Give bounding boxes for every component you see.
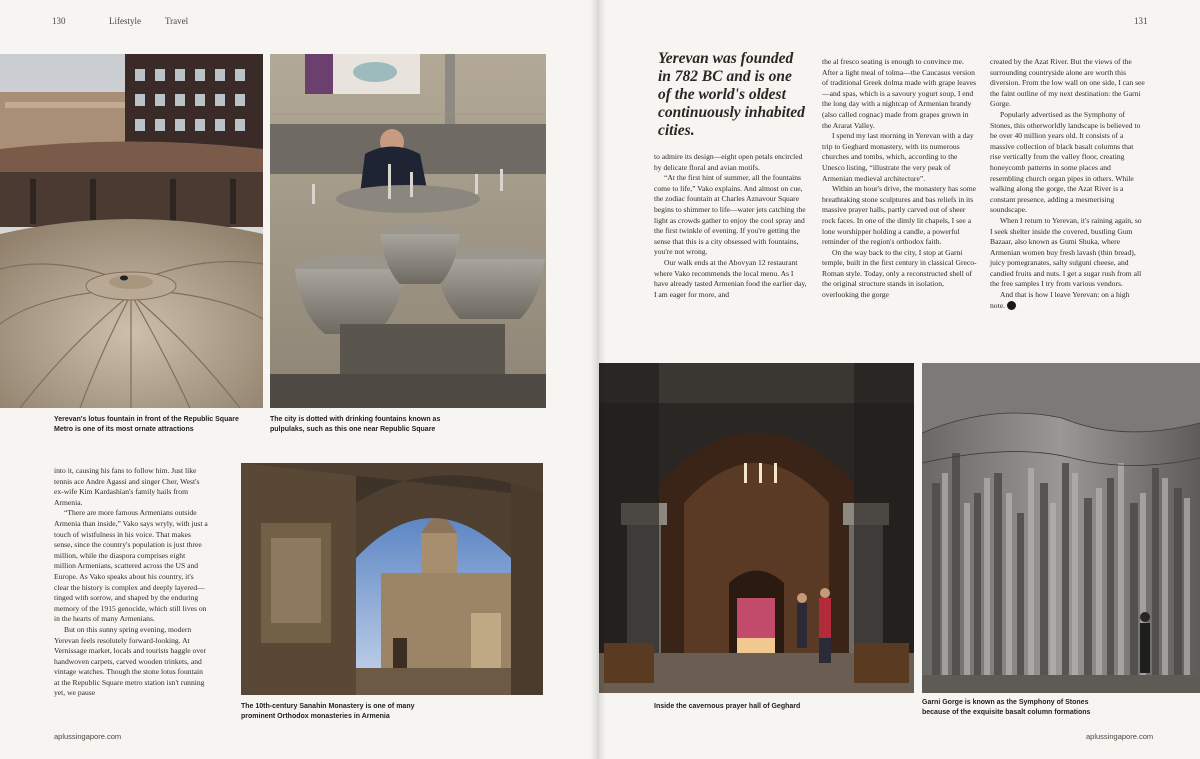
- paragraph: to admire its design—eight open petals encircled by delicate floral and avian motifs.: [654, 152, 803, 172]
- paragraph: Within an hour's drive, the monastery has some breathtaking stone sculptures and bas reliefs in its massive prayer halls, partly carved out of sheer rock faces. In one of the dimly lit chapels, I see a lone worshipper holding a candle, a powerful reminder of the region's orthodox faith.: [822, 184, 977, 247]
- pull-quote: Yerevan was founded in 782 BC and is one of the world's oldest continuously inhabited cities.: [658, 50, 805, 139]
- spine-gutter: [590, 0, 606, 759]
- paragraph: into it, causing his fans to follow him. Just like tennis ace Andre Agassi and singer Cher, West's ex-wife Kim Kardashian's family hails from Armenia.: [54, 466, 200, 507]
- right-column-1: [654, 152, 807, 300]
- page-number-right: 131: [1134, 16, 1148, 26]
- paragraph: Popularly advertised as the Symphony of Stones, this otherworldly landscape is believed to be over 40 million years old. It consists of a massive collection of black basalt columns that rise vertically from the valley floor, creating honeycomb patterns in some places and resembling church organ pipes in others. While walking along the gorge, the Azat River is a constant presence, adding a mesmerising soundscape.: [990, 109, 1141, 215]
- paragraph: Our walk ends at the Abovyan 12 restaurant where Vako recommends the local menu. As I have already tasted Armenian food the earlier day, I am eager for more, and: [654, 257, 807, 299]
- footer-url-left[interactable]: aplussingapore.com: [54, 732, 122, 741]
- paragraph: [990, 290, 1145, 311]
- pulpulak-caption: The city is dotted with drinking fountains known as pulpulaks, such as this one near Republic Square: [270, 416, 441, 433]
- sanahin-monastery-photo: [241, 463, 543, 695]
- paragraph: I spend my last morning in Yerevan with a day trip to Geghard monastery, with its numerous churches and tombs, which, according to the Unesco listing, “illustrate the very peak of Armenian medieval architecture”.: [822, 131, 974, 183]
- pulpulak-fountain-photo: [270, 54, 546, 408]
- page-number-left: 130: [52, 16, 66, 26]
- paragraph: When I return to Yerevan, it's raining again, so I seek shelter inside the covered, bustling Gum Bazaar, also known as Gumi Shuka, where Armenian women buy fresh lavash (thin bread), juicy pomegranates, salty sulguni cheese, and candied fruits and nuts. I get a sugar rush from all the free samples I try from various vendors.: [990, 215, 1142, 289]
- lotus-fountain-caption: Yerevan's lotus fountain in front of the Republic Square Metro is one of its most ornate attractions: [54, 416, 239, 433]
- paragraph: created by the Azat River. But the views of the surrounding countryside alone are worth this diversion. From the low wall on one side, I can see the faint outline of my next destination: the Garni Gorge.: [990, 57, 1145, 109]
- geghard-photo: [599, 363, 914, 693]
- right-page: [596, 0, 1200, 759]
- paragraph: “There are more famous Armenians outside Armenia than inside,” Vako says wryly, with just a touch of wistfulness in his voice. That makes sense, since the country's population is just three million, while the diaspora comprises eight million Armenians, scattered across the US and Europe. As Vako speaks about his country, it's clear the history is complex and deeply layered—tinged with sorrow, and shaped by the enduring memory of the 1915 genocide, which still lives on in the hearts of many Armenians.: [54, 508, 208, 624]
- closing-line: And that is how I leave Yerevan: on a high note.: [990, 290, 1130, 310]
- subsection-label: Travel: [165, 16, 189, 26]
- lotus-fountain-photo: [0, 54, 263, 408]
- geghard-caption: Inside the cavernous prayer hall of Geghard: [654, 703, 801, 710]
- sanahin-caption: The 10th-century Sanahin Monastery is one of many prominent Orthodox monasteries in Armenia: [241, 703, 415, 720]
- paragraph: On the way back to the city, I stop at Garni temple, built in the first century in classical Greco-Roman style. Today, only a reconstructed shell of the original structure stands in isolation, overlooking the gorge: [822, 247, 977, 300]
- footer-url-right[interactable]: aplussingapore.com: [1086, 732, 1154, 741]
- left-page: [0, 0, 596, 759]
- garni-gorge-photo: [922, 363, 1200, 693]
- paragraph: But on this sunny spring evening, modern Yerevan feels resolutely forward-looking. At Vernissage market, locals and tourists haggle over handwoven carpets, carved wooden trinkets, and vintage watches. Though the stone lotus fountain at the Republic Square metro station isn't running yet, we pause: [54, 624, 207, 698]
- right-column-2: [822, 57, 977, 301]
- section-label: Lifestyle: [109, 16, 141, 26]
- paragraph: the al fresco seating is enough to convince me. After a light meal of tolma—the Caucasus version of traditional Greek dolma made with grape leaves—and spas, which is a savoury yogurt soup, I end the long day with a nightcap of Armenian brandy (also called cognac) made from grapes grown in the Ararat Valley.: [822, 57, 977, 130]
- end-of-article-icon: A: [1007, 301, 1016, 310]
- right-column-3: [990, 57, 1145, 311]
- left-body-column: [54, 466, 208, 699]
- garni-gorge-caption: Garni Gorge is known as the Symphony of Stones because of the exquisite basalt column formations: [922, 699, 1091, 716]
- paragraph: “At the first hint of summer, all the fountains come to life,” Vako explains. And almost on cue, the zodiac fountain at Charles Aznavour Square begins to shimmer to life—water jets catching the light as crowds gather to enjoy the cool spray and the first twinkle of evening. If you're getting the sense that this is a city obsessed with fountains, you're not wrong.: [654, 173, 806, 257]
